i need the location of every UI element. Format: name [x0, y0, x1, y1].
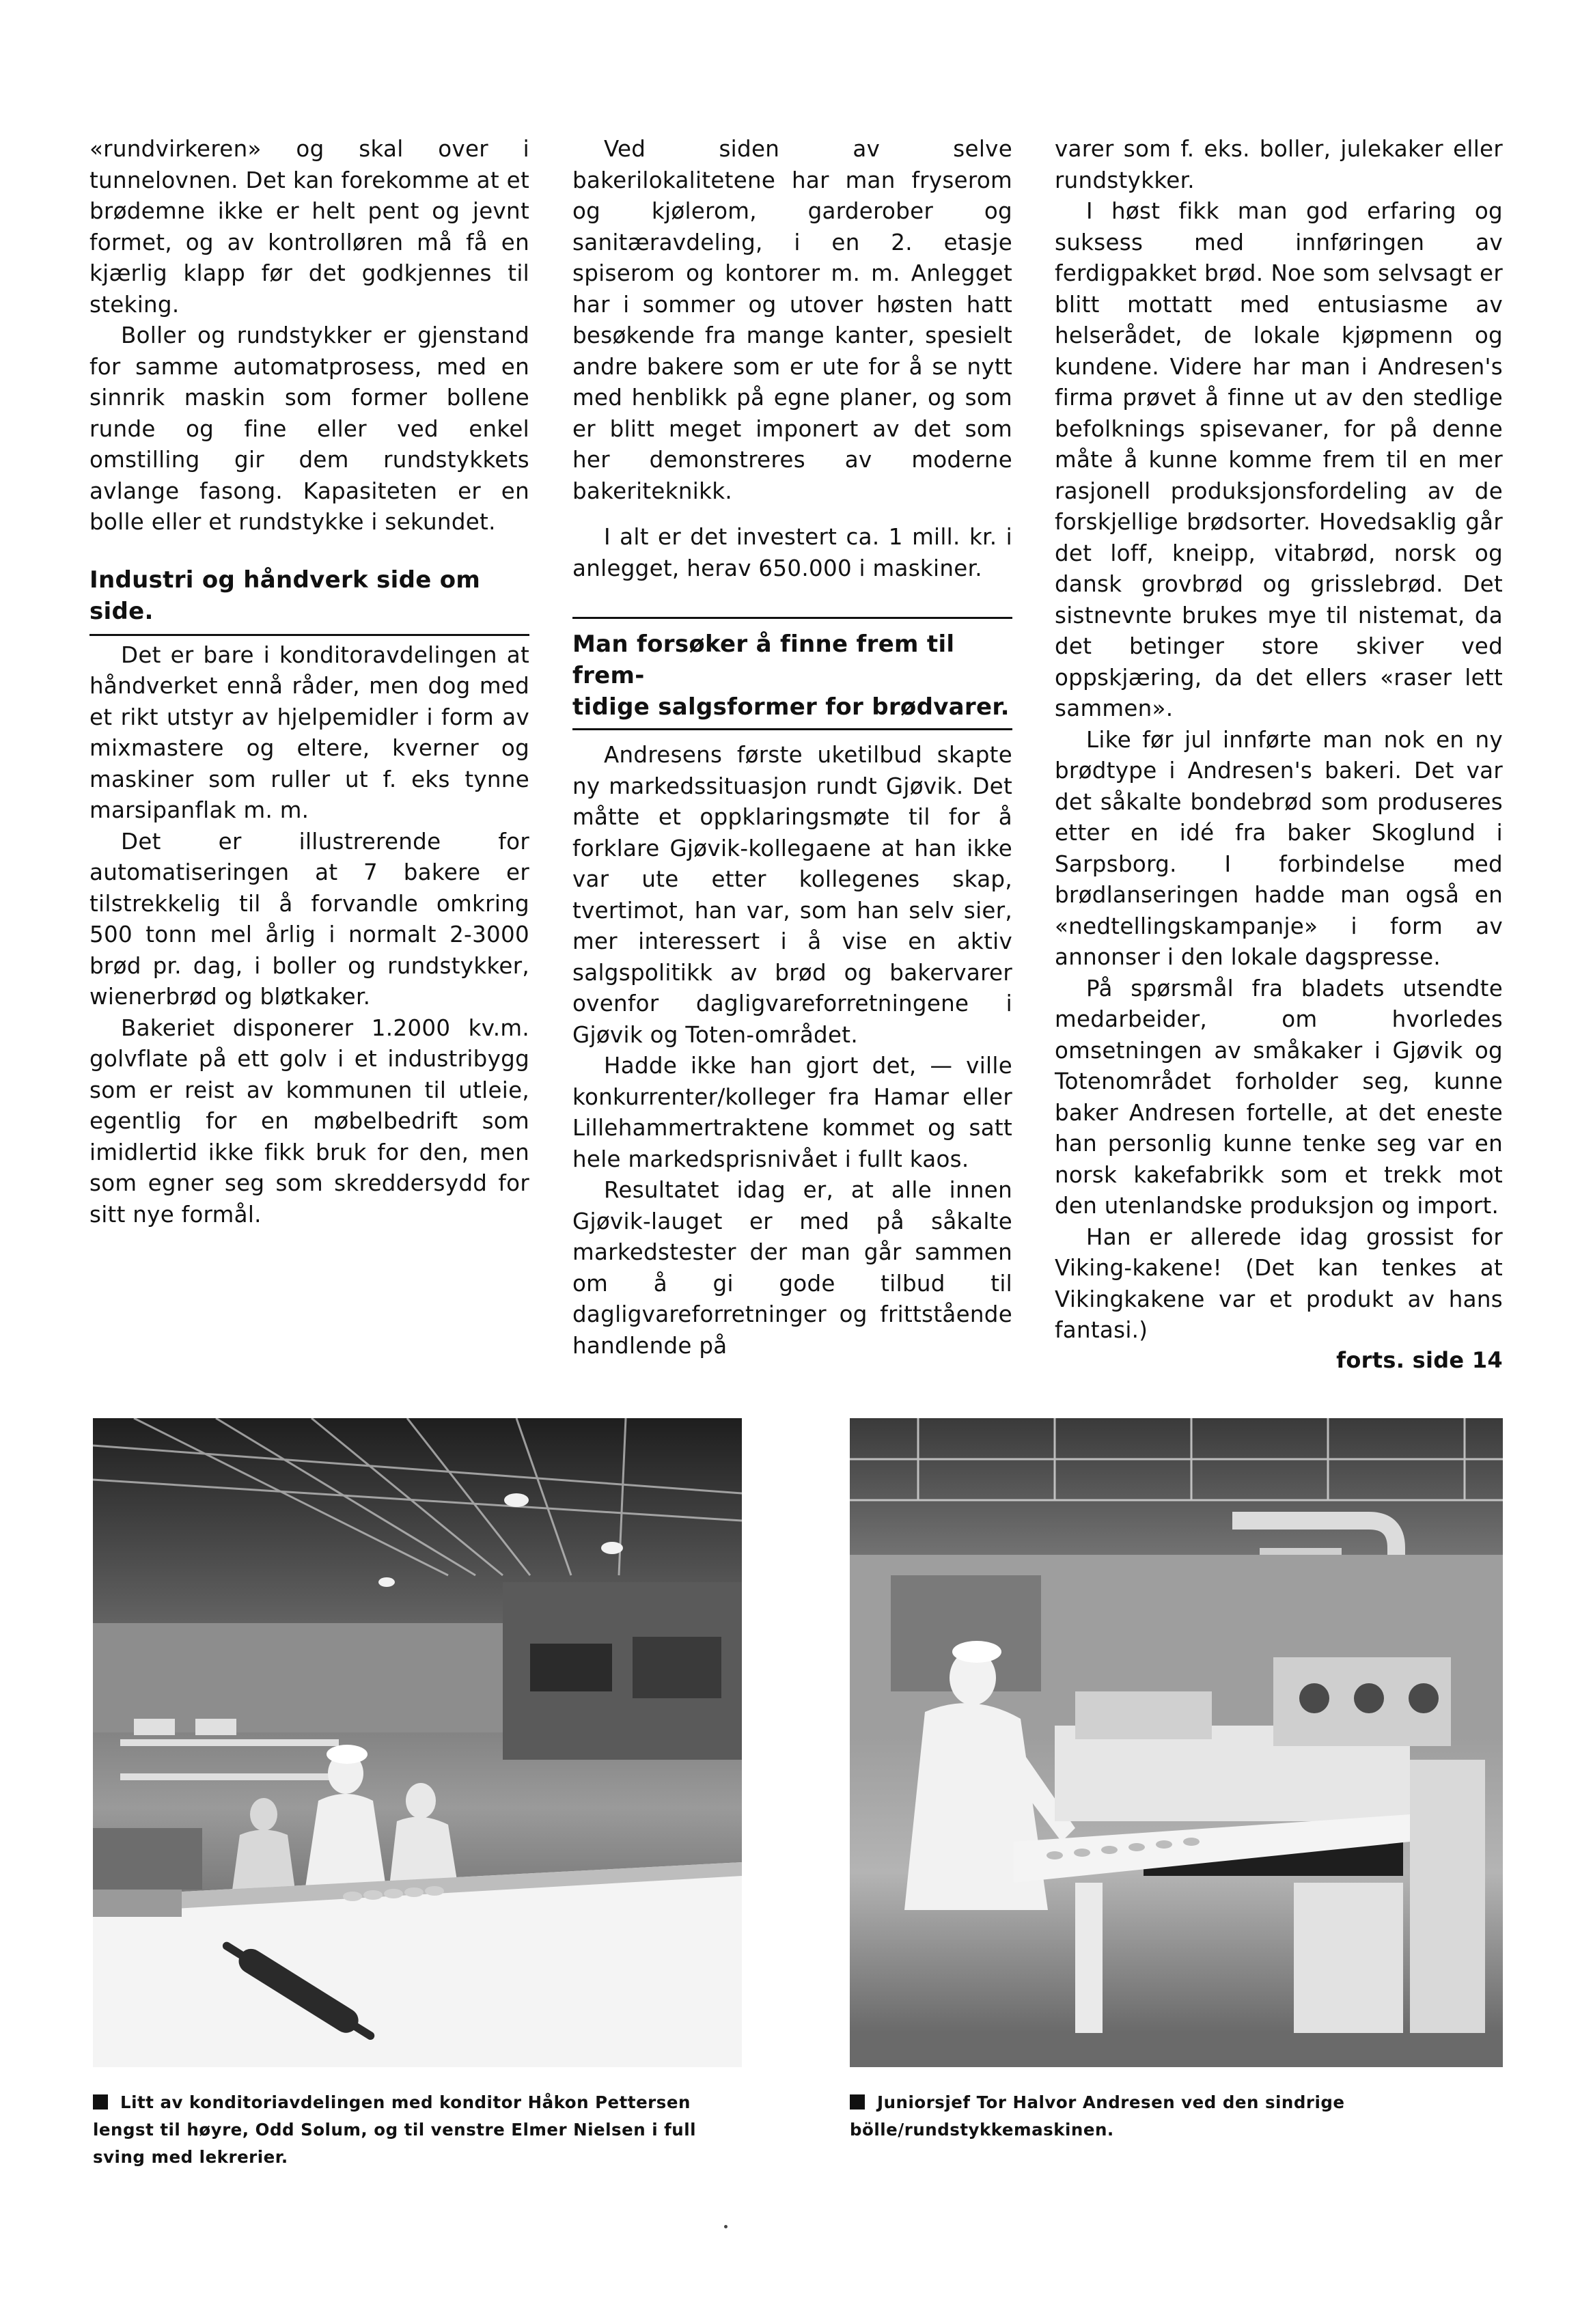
paragraph: I høst fikk man god erfaring og suksess med innføringen av ferdigpakket brød. Noe som selvsagt er blitt mottatt med entusiasme av helserådet, de lokale kjøpmenn og kundene. Videre har man i Andresen's firma prøvet å finne ut av den stedlige befolknings spisevaner, for på denne måte å kunne komme frem til en mer rasjonell produksjonsfordeling av de forskjellige brødsorter. Hovedsaklig går det loff, kneipp, vitabrød, norsk og dansk grovbrød og grisslebrød. Det sistnevnte brukes mye til nistemat, da det betinger store skiver ved oppskjæring, da det ellers «raser lett sammen». — [1055, 198, 1503, 721]
section-heading — [572, 617, 1012, 730]
caption-text: Juniorsjef Tor Halvor Andresen ved den sindrige bölle/rundstykkemaskinen. — [850, 2092, 1345, 2140]
paragraph: Resultatet idag er, at alle innen Gjøvik-lauget er med på såkalte markedstester der man går sammen om å gi gode tilbud til dagligvareforretninger og frittstående handlende på — [572, 1177, 1012, 1359]
caption-text: Litt av konditoriavdelingen med konditor Håkon Pettersen lengst til høyre, Odd Solum, og til venstre Elmer Nielsen i full sving med lekrerier. — [93, 2092, 697, 2167]
continuation-note: forts. side 14 — [1336, 1346, 1503, 1373]
photo-roll-machine — [850, 1418, 1503, 2067]
paragraph: På spørsmål fra bladets utsendte medarbeider, om hvorledes omsetningen av småkaker i Gjøvik og Totenområdet forholder seg, kunne baker Andresen fortelle, at det eneste han personlig kunne tenke seg var en norsk kakefabrikk som et trekk mot den utenlandske produksjon og import. — [1055, 975, 1503, 1219]
text-column-3 — [1055, 134, 1503, 1376]
photo-pastry-department — [93, 1418, 742, 2067]
paragraph: «rundvirkeren» og skal over i tunnelovnen. Det kan forekomme at et brødemne ikke er helt pent og jevnt formet, og av kontrolløren må få en kjærlig klapp før det godkjennes til steking. — [89, 136, 529, 318]
caption-bullet-icon — [850, 2094, 865, 2109]
photo-caption-right — [850, 2089, 1503, 2144]
paragraph: Det er illustrerende for automatiseringen at 7 bakere er tilstrekkelig til å forvandle omkring 500 tonn mel årlig i normalt 2-3000 brød pr. dag, i boller og rundstykker, wienerbrød og bløtkaker. — [89, 828, 529, 1010]
photo-illustration — [93, 1418, 742, 2067]
paragraph: I alt er det investert ca. 1 mill. kr. i anlegget, herav 650.000 i maskiner. — [572, 524, 1012, 581]
paragraph: Like før jul innførte man nok en ny brødtype i Andresen's bakeri. Det var det såkalte bondebrød som produseres etter en idé fra baker Skoglund i Sarpsborg. I forbindelse med brødlanseringen hadde man også en «nedtellingskampanje» i form av annonser i den lokale dagspresse. — [1055, 726, 1503, 970]
paragraph: Det er bare i konditoravdelingen at håndverket ennå råder, men dog med et rikt utstyr av hjelpemidler i form av mixmastere og eltere, kverner og maskiner som ruller ut f. eks tynne marsipanflak m. m. — [89, 641, 529, 823]
caption-bullet-icon — [93, 2094, 108, 2109]
paragraph: Andresens første uketilbud skapte ny markedssituasjon rundt Gjøvik. Det måtte et oppklaringsmøte til for å forklare Gjøvik-kollegaene at han ikke var ute etter kollegenes skap, tvertimot, han var, som han selv sier, mer interessert i å vise en aktiv salgspolitikk av brød og bakervarer ovenfor dagligvareforretningene i Gjøvik og Toten-området. — [572, 742, 1012, 1048]
paragraph: Bakeriet disponerer 1.2000 kv.m. golvflate på ett golv i et industribygg som er reist av kommunen til utleie, egentlig for en møbelbedrift som imidlertid ikke fikk bruk for den, men som egner seg som skreddersydd for sitt nye formål. — [89, 1014, 529, 1228]
paragraph: Ved siden av selve bakerilokalitetene har man fryserom og kjølerom, garderober og sanitæravdeling, i en 2. etasje spiserom og kontorer m. m. Anlegget har i sommer og utover høsten hatt besøkende fra mange kanter, spesielt andre bakere som er ute for å se nytt med henblikk på egne planer, og som er blitt meget imponert av det som her demonstreres av moderne bakeriteknikk. — [572, 136, 1012, 504]
heading-line: tidige salgsformer for brødvarer. — [572, 693, 1010, 721]
print-speck — [724, 2225, 728, 2228]
text-column-2 — [572, 134, 1012, 1361]
photo-illustration — [850, 1418, 1503, 2067]
paragraph: Boller og rundstykker er gjenstand for samme automatprosess, med en sinnrik maskin som former bollene runde og fine eller ved enkel omstilling gir dem rundstykkets avlange fasong. Kapasiteten er en bolle eller et rundstykke i sekundet. — [89, 322, 529, 535]
heading-line: Man forsøker å finne frem til frem- — [572, 631, 955, 689]
text-column-1 — [89, 134, 529, 1230]
paragraph: Han er allerede idag grossist for Viking-kakene! (Det kan tenkes at Vikingkakene var et produkt av hans fantasi.) — [1055, 1223, 1503, 1343]
paragraph: varer som f. eks. boller, julekaker eller rundstykker. — [1055, 136, 1503, 193]
photo-caption-left — [93, 2089, 742, 2171]
paragraph: Hadde ikke han gjort det, — ville konkurrenter/kolleger fra Hamar eller Lillehammertraktene kommet og satt hele markedsprisnivået i fullt kaos. — [572, 1053, 1012, 1172]
section-heading: Industri og håndverk side om side. — [89, 564, 529, 636]
